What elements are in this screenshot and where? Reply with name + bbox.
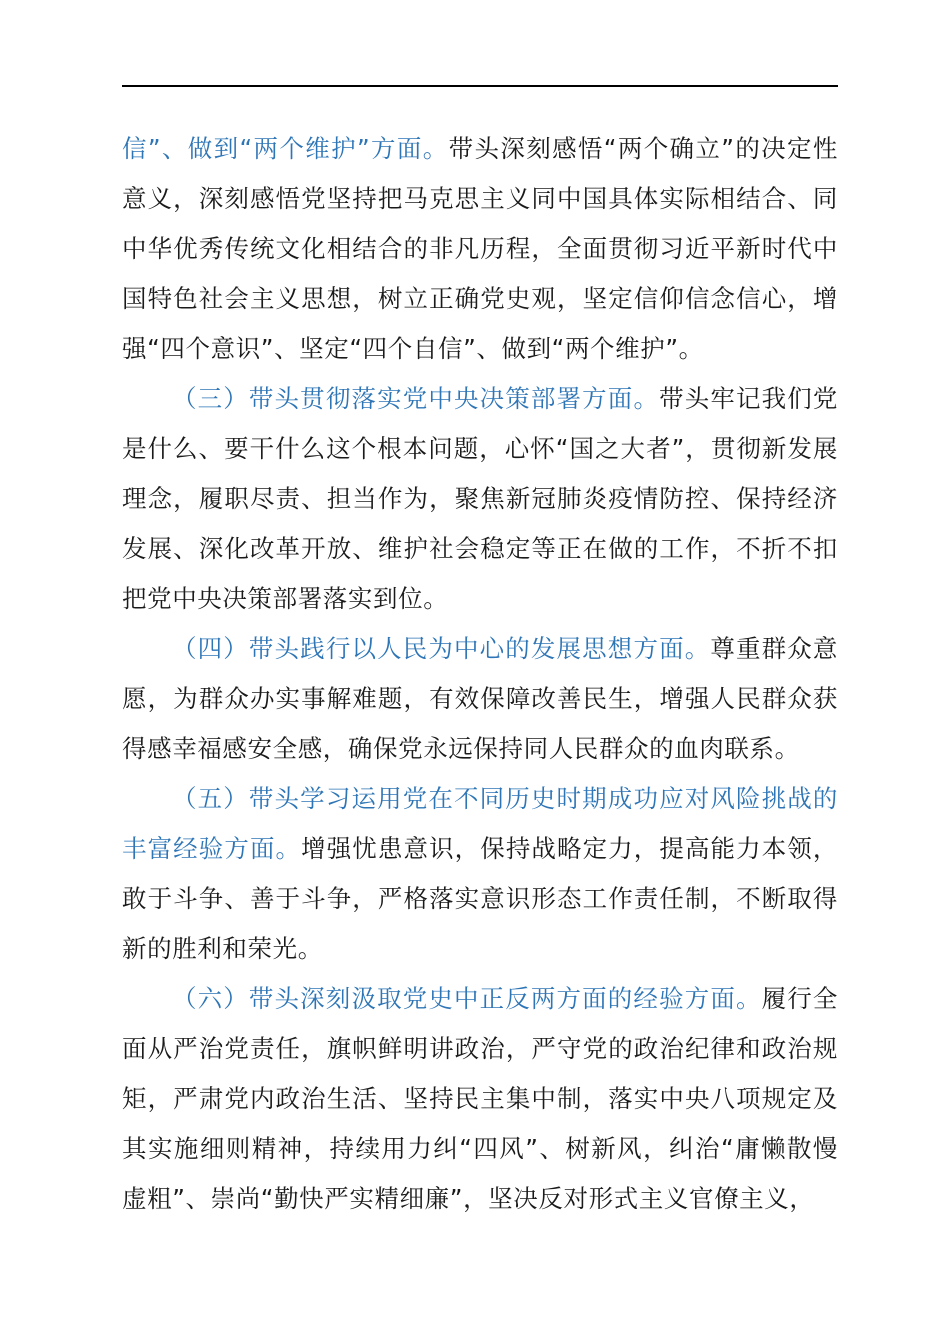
paragraph-text: 尊重群众意愿，为群众办实事解难题，有效保障改善民生，增强人民群众获得感幸福感安全感，确保党永远保持同人民群众的血肉联系。 bbox=[122, 634, 839, 763]
section-heading: （三）带头贯彻落实党中央决策部署方面。 bbox=[172, 384, 660, 413]
section-heading: 信”、做到“两个维护”方面。 bbox=[122, 134, 449, 163]
paragraph-text: 带头牢记我们党是什么、要干什么这个根本问题，心怀“国之大者”，贯彻新发展理念，履职尽责、担当作为，聚焦新冠肺炎疫情防控、保持经济发展、深化改革开放、维护社会稳定等正在做的工作，不折不扣把党中央决策部署落实到位。 bbox=[122, 384, 838, 613]
paragraph-section-3 bbox=[122, 374, 838, 624]
paragraph-section-4 bbox=[122, 624, 838, 774]
section-heading: （六）带头深刻汲取党史中正反两方面的经验方面。 bbox=[172, 984, 762, 1013]
paragraph-text: 带头深刻感悟“两个确立”的决定性意义，深刻感悟党坚持把马克思主义同中国具体实际相结合、同中华优秀传统文化相结合的非凡历程，全面贯彻习近平新时代中国特色社会主义思想，树立正确党史观，坚定信仰信念信心，增强“四个意识”、坚定“四个自信”、做到“两个维护”。 bbox=[122, 134, 839, 363]
paragraph-text: 履行全面从严治党责任，旗帜鲜明讲政治，严守党的政治纪律和政治规矩，严肃党内政治生活、坚持民主集中制，落实中央八项规定及其实施细则精神，持续用力纠“四风”、树新风，纠治“庸懒散慢虚粗”、崇尚“勤快严实精细廉”，坚决反对形式主义官僚主义， bbox=[122, 984, 838, 1213]
header-rule bbox=[122, 85, 838, 87]
paragraph-two-safeguards bbox=[122, 124, 838, 374]
paragraph-text: 增强忧患意识，保持战略定力，提高能力本领，敢于斗争、善于斗争，严格落实意识形态工作责任制，不断取得新的胜利和荣光。 bbox=[122, 834, 838, 963]
paragraph-section-6 bbox=[122, 974, 838, 1224]
paragraph-section-5 bbox=[122, 774, 838, 974]
section-heading: （四）带头践行以人民为中心的发展思想方面。 bbox=[172, 634, 711, 663]
document-body bbox=[122, 124, 838, 1224]
section-heading: （五）带头学习运用党在不同历史时期成功应对风险挑战的丰富经验方面。 bbox=[122, 784, 838, 863]
